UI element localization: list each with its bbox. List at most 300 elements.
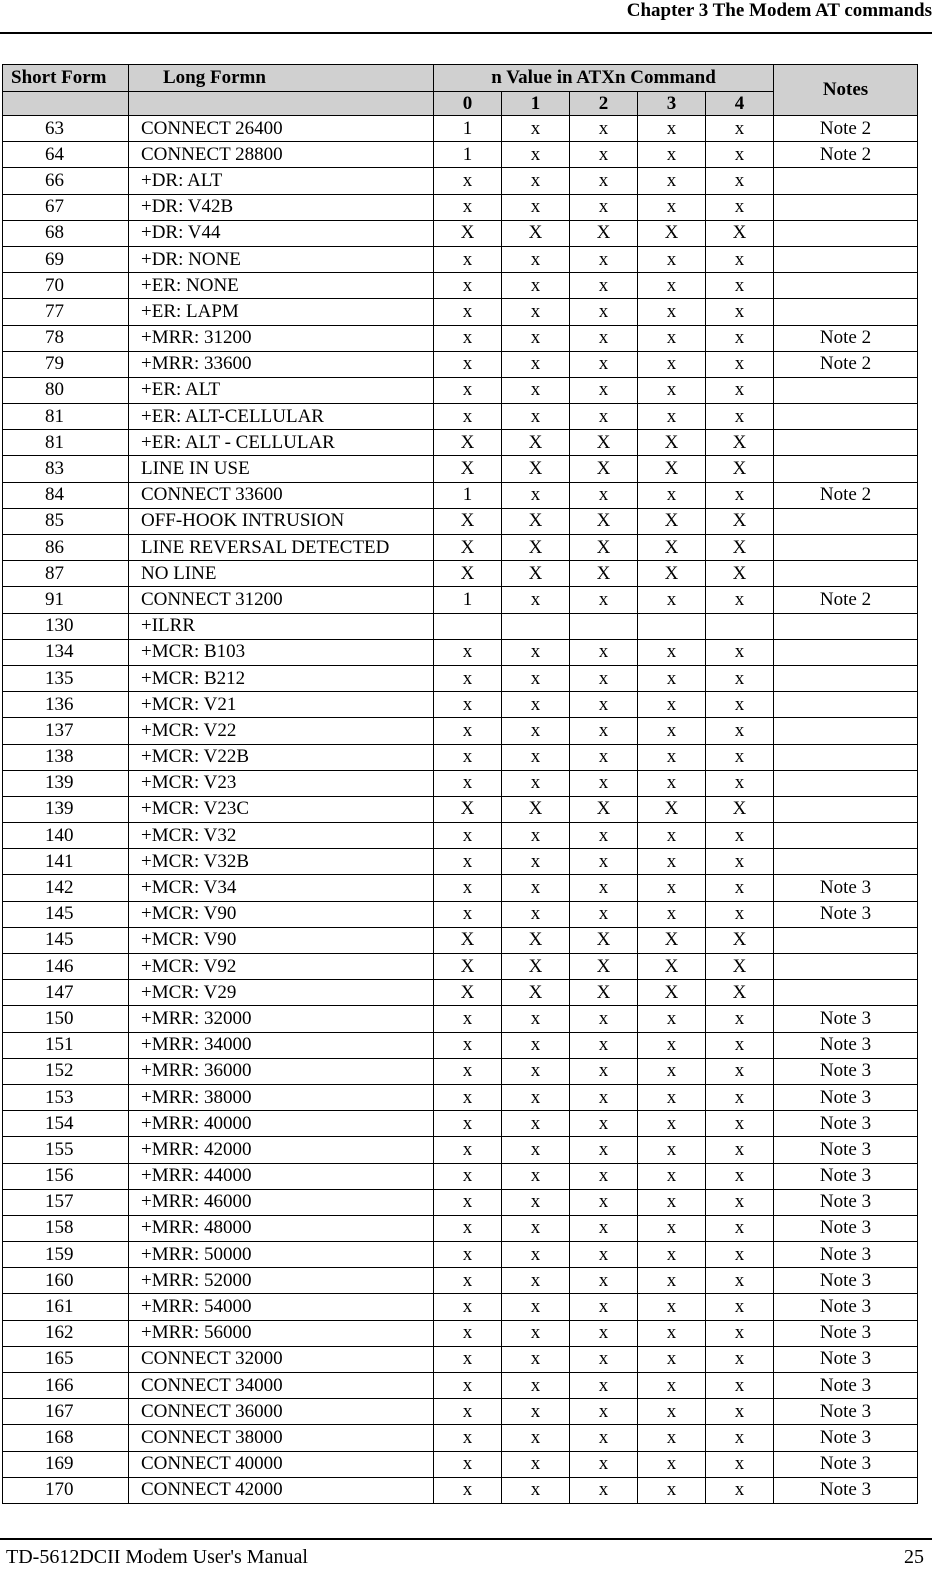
n0-cell: x	[434, 246, 502, 272]
column-header-n0: 0	[434, 92, 502, 116]
n2-cell: x	[570, 482, 638, 508]
n2-cell: x	[570, 639, 638, 665]
n2-cell: x	[570, 587, 638, 613]
n1-cell: x	[502, 1058, 570, 1084]
n4-cell: x	[706, 875, 774, 901]
notes-cell: Note 2	[774, 142, 918, 168]
n1-cell: x	[502, 639, 570, 665]
table-row	[3, 299, 918, 325]
table-row	[3, 823, 918, 849]
short-form-cell: 140	[3, 823, 129, 849]
short-form-cell: 134	[3, 639, 129, 665]
short-form-cell: 159	[3, 1242, 129, 1268]
table-row	[3, 587, 918, 613]
table-row	[3, 482, 918, 508]
n0-cell: X	[434, 220, 502, 246]
table-row	[3, 273, 918, 299]
notes-cell: Note 2	[774, 587, 918, 613]
notes-cell	[774, 849, 918, 875]
n0-cell: X	[434, 561, 502, 587]
long-form-cell: +MRR: 36000	[129, 1058, 434, 1084]
short-form-cell: 64	[3, 142, 129, 168]
n3-cell: X	[638, 927, 706, 953]
n4-cell: x	[706, 1399, 774, 1425]
header-divider	[0, 32, 932, 34]
short-form-cell: 170	[3, 1477, 129, 1503]
n2-cell: x	[570, 1399, 638, 1425]
n2-cell: x	[570, 692, 638, 718]
n1-cell: x	[502, 142, 570, 168]
n0-cell: x	[434, 1111, 502, 1137]
n4-cell: x	[706, 404, 774, 430]
short-form-cell: 68	[3, 220, 129, 246]
n0-cell: x	[434, 1268, 502, 1294]
table-row	[3, 901, 918, 927]
n4-cell: x	[706, 1451, 774, 1477]
long-form-cell: CONNECT 26400	[129, 116, 434, 142]
long-form-cell: +MCR: V23C	[129, 796, 434, 822]
n4-cell: x	[706, 482, 774, 508]
n4-cell: x	[706, 1137, 774, 1163]
n2-cell: X	[570, 796, 638, 822]
table-row	[3, 168, 918, 194]
long-form-cell: +ILRR	[129, 613, 434, 639]
n2-cell: x	[570, 665, 638, 691]
long-form-cell: +DR: NONE	[129, 246, 434, 272]
n3-cell: x	[638, 1373, 706, 1399]
long-form-cell: +MRR: 44000	[129, 1163, 434, 1189]
long-form-cell: NO LINE	[129, 561, 434, 587]
n3-cell: X	[638, 954, 706, 980]
n0-cell: X	[434, 535, 502, 561]
n2-cell: X	[570, 561, 638, 587]
n0-cell	[434, 613, 502, 639]
n1-cell: x	[502, 587, 570, 613]
n2-cell: x	[570, 1242, 638, 1268]
short-form-cell: 142	[3, 875, 129, 901]
n4-cell	[706, 613, 774, 639]
n4-cell: x	[706, 1268, 774, 1294]
n2-cell: X	[570, 535, 638, 561]
n1-cell: x	[502, 116, 570, 142]
table-row	[3, 1294, 918, 1320]
n2-cell: x	[570, 1111, 638, 1137]
n2-cell: x	[570, 325, 638, 351]
n2-cell: x	[570, 116, 638, 142]
n1-cell: X	[502, 535, 570, 561]
n4-cell: x	[706, 744, 774, 770]
n1-cell: x	[502, 325, 570, 351]
n1-cell: x	[502, 1242, 570, 1268]
n4-cell: X	[706, 927, 774, 953]
n0-cell: x	[434, 1189, 502, 1215]
n3-cell: x	[638, 194, 706, 220]
n1-cell: x	[502, 1137, 570, 1163]
long-form-cell: +MRR: 54000	[129, 1294, 434, 1320]
n4-cell: x	[706, 116, 774, 142]
n2-cell: X	[570, 954, 638, 980]
n3-cell: x	[638, 1268, 706, 1294]
n3-cell: x	[638, 1084, 706, 1110]
n1-cell: x	[502, 1268, 570, 1294]
n3-cell: x	[638, 1399, 706, 1425]
short-form-cell: 158	[3, 1215, 129, 1241]
table-row	[3, 561, 918, 587]
n1-cell: x	[502, 1215, 570, 1241]
n0-cell: X	[434, 927, 502, 953]
n1-cell: x	[502, 718, 570, 744]
short-form-cell: 85	[3, 508, 129, 534]
notes-cell	[774, 796, 918, 822]
notes-cell: Note 3	[774, 1268, 918, 1294]
notes-cell	[774, 246, 918, 272]
table-row	[3, 1477, 918, 1503]
n0-cell: x	[434, 1163, 502, 1189]
n1-cell: x	[502, 1477, 570, 1503]
short-form-cell: 150	[3, 1006, 129, 1032]
n1-cell: x	[502, 1451, 570, 1477]
n2-cell: x	[570, 351, 638, 377]
table-row	[3, 116, 918, 142]
short-form-cell: 156	[3, 1163, 129, 1189]
n3-cell: x	[638, 482, 706, 508]
short-form-cell: 135	[3, 665, 129, 691]
n2-cell: x	[570, 299, 638, 325]
table-row	[3, 325, 918, 351]
n2-cell: X	[570, 508, 638, 534]
n3-cell: x	[638, 246, 706, 272]
n2-cell: x	[570, 1451, 638, 1477]
notes-cell: Note 3	[774, 1346, 918, 1372]
long-form-cell: +MCR: V22B	[129, 744, 434, 770]
n4-cell: X	[706, 796, 774, 822]
n1-cell: x	[502, 1111, 570, 1137]
table-row	[3, 351, 918, 377]
notes-cell	[774, 823, 918, 849]
n4-cell: x	[706, 1425, 774, 1451]
n2-cell: x	[570, 1006, 638, 1032]
n0-cell: x	[434, 1058, 502, 1084]
n4-cell: x	[706, 351, 774, 377]
long-form-cell: +MRR: 32000	[129, 1006, 434, 1032]
short-form-cell: 139	[3, 770, 129, 796]
n0-cell: x	[434, 404, 502, 430]
notes-cell	[774, 692, 918, 718]
n3-cell: x	[638, 1320, 706, 1346]
table-row	[3, 1189, 918, 1215]
n0-cell: X	[434, 980, 502, 1006]
table-row	[3, 1242, 918, 1268]
n4-cell: X	[706, 456, 774, 482]
n4-cell: x	[706, 377, 774, 403]
long-form-cell: +MCR: V22	[129, 718, 434, 744]
short-form-cell: 168	[3, 1425, 129, 1451]
notes-cell: Note 3	[774, 1373, 918, 1399]
n4-cell: x	[706, 1215, 774, 1241]
n2-cell: x	[570, 875, 638, 901]
notes-cell	[774, 639, 918, 665]
long-form-cell: +DR: V44	[129, 220, 434, 246]
n0-cell: x	[434, 718, 502, 744]
short-form-cell: 70	[3, 273, 129, 299]
n0-cell: x	[434, 1084, 502, 1110]
n2-cell: x	[570, 142, 638, 168]
table-row	[3, 142, 918, 168]
long-form-cell: CONNECT 38000	[129, 1425, 434, 1451]
n1-cell: x	[502, 744, 570, 770]
n3-cell: x	[638, 1058, 706, 1084]
table-row	[3, 796, 918, 822]
long-form-cell: +MRR: 40000	[129, 1111, 434, 1137]
notes-cell: Note 3	[774, 875, 918, 901]
long-form-cell: +ER: ALT-CELLULAR	[129, 404, 434, 430]
long-form-cell: CONNECT 34000	[129, 1373, 434, 1399]
short-form-cell: 87	[3, 561, 129, 587]
table-row	[3, 377, 918, 403]
n2-cell: X	[570, 927, 638, 953]
short-form-cell: 166	[3, 1373, 129, 1399]
n4-cell: x	[706, 168, 774, 194]
table-row	[3, 1006, 918, 1032]
n4-cell: x	[706, 1189, 774, 1215]
n1-cell	[502, 613, 570, 639]
notes-cell: Note 3	[774, 1111, 918, 1137]
n2-cell: x	[570, 1032, 638, 1058]
n3-cell: x	[638, 299, 706, 325]
n4-cell: x	[706, 1320, 774, 1346]
n3-cell: x	[638, 1215, 706, 1241]
short-form-cell: 137	[3, 718, 129, 744]
n4-cell: X	[706, 980, 774, 1006]
short-form-cell: 67	[3, 194, 129, 220]
notes-cell	[774, 508, 918, 534]
n0-cell: 1	[434, 482, 502, 508]
n0-cell: x	[434, 1137, 502, 1163]
short-form-cell: 145	[3, 901, 129, 927]
n4-cell: x	[706, 299, 774, 325]
n2-cell: x	[570, 718, 638, 744]
short-form-cell: 167	[3, 1399, 129, 1425]
n1-cell: x	[502, 770, 570, 796]
n3-cell: x	[638, 116, 706, 142]
notes-cell	[774, 456, 918, 482]
n3-cell: X	[638, 456, 706, 482]
n4-cell: x	[706, 849, 774, 875]
subheader-empty-short	[3, 92, 129, 116]
notes-cell: Note 3	[774, 1006, 918, 1032]
n2-cell: x	[570, 168, 638, 194]
short-form-cell: 80	[3, 377, 129, 403]
n2-cell: x	[570, 246, 638, 272]
short-form-cell: 152	[3, 1058, 129, 1084]
table-row	[3, 665, 918, 691]
notes-cell	[774, 980, 918, 1006]
table-row	[3, 770, 918, 796]
column-header-notes: Notes	[774, 65, 918, 116]
n1-cell: x	[502, 1399, 570, 1425]
n1-cell: x	[502, 1373, 570, 1399]
n4-cell: x	[706, 1163, 774, 1189]
n3-cell: x	[638, 744, 706, 770]
n1-cell: x	[502, 1084, 570, 1110]
short-form-cell: 151	[3, 1032, 129, 1058]
n4-cell: X	[706, 561, 774, 587]
n0-cell: x	[434, 823, 502, 849]
n2-cell: x	[570, 1268, 638, 1294]
n3-cell: x	[638, 1477, 706, 1503]
table-row	[3, 404, 918, 430]
column-header-n3: 3	[638, 92, 706, 116]
table-row	[3, 194, 918, 220]
short-form-cell: 81	[3, 404, 129, 430]
long-form-cell: +MRR: 42000	[129, 1137, 434, 1163]
long-form-cell: LINE REVERSAL DETECTED	[129, 535, 434, 561]
n2-cell: x	[570, 1058, 638, 1084]
short-form-cell: 138	[3, 744, 129, 770]
n2-cell: X	[570, 456, 638, 482]
n2-cell: x	[570, 1084, 638, 1110]
table-row	[3, 613, 918, 639]
long-form-cell: +MRR: 52000	[129, 1268, 434, 1294]
long-form-cell: +DR: ALT	[129, 168, 434, 194]
n0-cell: x	[434, 325, 502, 351]
n2-cell: x	[570, 1320, 638, 1346]
notes-cell	[774, 744, 918, 770]
n1-cell: X	[502, 796, 570, 822]
n2-cell: x	[570, 823, 638, 849]
n1-cell: X	[502, 927, 570, 953]
subheader-empty-long	[129, 92, 434, 116]
n4-cell: x	[706, 823, 774, 849]
notes-cell	[774, 377, 918, 403]
n1-cell: X	[502, 456, 570, 482]
notes-cell	[774, 194, 918, 220]
long-form-cell: +MRR: 34000	[129, 1032, 434, 1058]
notes-cell: Note 2	[774, 351, 918, 377]
table-row	[3, 1373, 918, 1399]
notes-cell: Note 3	[774, 1215, 918, 1241]
short-form-cell: 81	[3, 430, 129, 456]
n3-cell: x	[638, 718, 706, 744]
n3-cell: x	[638, 1425, 706, 1451]
n1-cell: X	[502, 430, 570, 456]
n1-cell: X	[502, 980, 570, 1006]
table-row	[3, 744, 918, 770]
n3-cell: X	[638, 561, 706, 587]
short-form-cell: 154	[3, 1111, 129, 1137]
n0-cell: x	[434, 194, 502, 220]
notes-cell	[774, 613, 918, 639]
n2-cell: x	[570, 273, 638, 299]
n3-cell: x	[638, 168, 706, 194]
table-row	[3, 456, 918, 482]
notes-cell	[774, 535, 918, 561]
long-form-cell: OFF-HOOK INTRUSION	[129, 508, 434, 534]
n0-cell: 1	[434, 142, 502, 168]
n2-cell: x	[570, 1477, 638, 1503]
n1-cell: x	[502, 823, 570, 849]
short-form-cell: 84	[3, 482, 129, 508]
n0-cell: x	[434, 901, 502, 927]
short-form-cell: 130	[3, 613, 129, 639]
n1-cell: x	[502, 377, 570, 403]
table-row	[3, 1451, 918, 1477]
n4-cell: x	[706, 1373, 774, 1399]
n3-cell: x	[638, 849, 706, 875]
long-form-cell: +MCR: B103	[129, 639, 434, 665]
notes-cell: Note 3	[774, 1032, 918, 1058]
short-form-cell: 157	[3, 1189, 129, 1215]
notes-cell: Note 3	[774, 901, 918, 927]
n3-cell: X	[638, 535, 706, 561]
column-header-long-form: Long Formn	[129, 65, 434, 92]
table-row	[3, 1032, 918, 1058]
n4-cell: x	[706, 639, 774, 665]
table-row	[3, 1084, 918, 1110]
table-row	[3, 430, 918, 456]
n0-cell: x	[434, 1242, 502, 1268]
long-form-cell: +MRR: 31200	[129, 325, 434, 351]
table-row	[3, 1058, 918, 1084]
n0-cell: x	[434, 1032, 502, 1058]
table-row	[3, 1425, 918, 1451]
long-form-cell: +MRR: 48000	[129, 1215, 434, 1241]
table-row	[3, 246, 918, 272]
n2-cell: x	[570, 901, 638, 927]
n2-cell: X	[570, 980, 638, 1006]
column-header-n4: 4	[706, 92, 774, 116]
n3-cell: x	[638, 325, 706, 351]
long-form-cell: +ER: ALT - CELLULAR	[129, 430, 434, 456]
footer-divider	[0, 1538, 932, 1540]
n1-cell: x	[502, 1189, 570, 1215]
notes-cell: Note 2	[774, 482, 918, 508]
long-form-cell: +MRR: 46000	[129, 1189, 434, 1215]
n1-cell: x	[502, 1006, 570, 1032]
notes-cell	[774, 770, 918, 796]
notes-cell	[774, 954, 918, 980]
n4-cell: X	[706, 535, 774, 561]
notes-cell	[774, 168, 918, 194]
n1-cell: X	[502, 561, 570, 587]
n1-cell: x	[502, 1294, 570, 1320]
short-form-cell: 161	[3, 1294, 129, 1320]
notes-cell	[774, 665, 918, 691]
notes-cell: Note 3	[774, 1477, 918, 1503]
n3-cell	[638, 613, 706, 639]
n4-cell: x	[706, 246, 774, 272]
n4-cell: x	[706, 325, 774, 351]
chapter-title: Chapter 3 The Modem AT commands	[626, 0, 932, 21]
table-row	[3, 1320, 918, 1346]
manual-title: TD-5612DCII Modem User's Manual	[6, 1546, 308, 1568]
long-form-cell: +MCR: V90	[129, 901, 434, 927]
n4-cell: x	[706, 718, 774, 744]
short-form-cell: 136	[3, 692, 129, 718]
notes-cell: Note 3	[774, 1451, 918, 1477]
n1-cell: x	[502, 299, 570, 325]
long-form-cell: LINE IN USE	[129, 456, 434, 482]
n3-cell: x	[638, 665, 706, 691]
n0-cell: x	[434, 1425, 502, 1451]
n0-cell: x	[434, 665, 502, 691]
notes-cell: Note 3	[774, 1242, 918, 1268]
result-codes-table	[2, 64, 918, 1504]
table-header-row	[3, 65, 918, 92]
long-form-cell: +MRR: 33600	[129, 351, 434, 377]
table-row	[3, 1268, 918, 1294]
n1-cell: X	[502, 220, 570, 246]
